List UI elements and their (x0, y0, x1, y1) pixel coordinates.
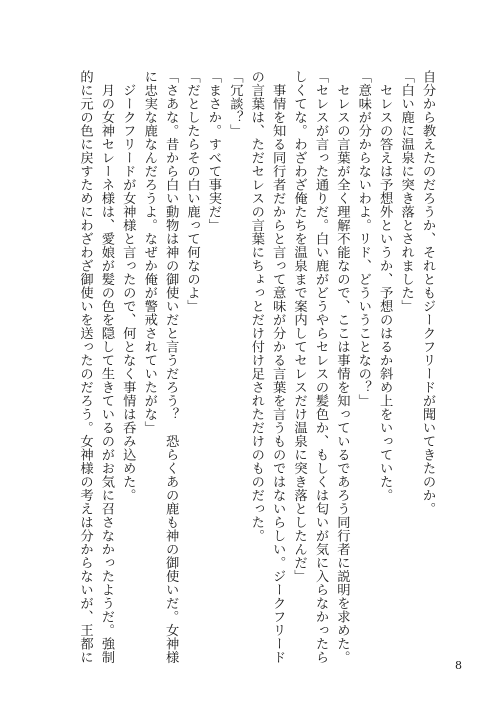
text-line: セレスの答えは予想外というか、予想のはるか斜め上をいっていた。 (377, 70, 393, 502)
text-line: 「冗談？」 (227, 70, 243, 138)
text-line: 「だとしたらその白い鹿って何なのよ」 (184, 70, 200, 313)
text-line: に忠実な鹿なんだろうよ。なぜか俺が警戒されていたがな」 (141, 70, 157, 435)
text-line: 「まさか。すべて事実だ」 (205, 70, 221, 232)
vertical-text-body (74, 70, 438, 664)
text-line: セレスの言葉が全く理解不能なので、ここは事情を知っているであろう同行者に説明を求めた。 (334, 70, 350, 664)
text-line: 「セレスが言った通りだ。白い鹿がどうやらセレスの髪色か、もしくは匂いが気に入らなかったら (312, 70, 328, 664)
text-line: の言葉は、ただセレスの言葉にちょっとだけ付け足されただけのものだった。 (248, 70, 264, 543)
text-line: 「意味が分からないわよ。リド、どういうことなの？」 (355, 70, 371, 408)
text-line: 自分から教えたのだろうか、それともジークフリードが聞いてきたのか。 (420, 70, 435, 516)
text-line: 「さあな。昔から白い動物は神の御使いだと言うだろう？ 恐らくあの鹿も神の御使いだ。女神様 (163, 70, 179, 664)
text-line: 「白い鹿に温泉に突き落とされました」 (398, 70, 414, 313)
text-line: 的に元の色に戻すためにわざわざ御使いを送ったのだろう。女神様の考えは分からないが、王都に (77, 70, 93, 664)
text-line: 事情を知る同行者だからと言って意味が分かる言葉を言うものではないらしい。ジークフリード (270, 70, 286, 664)
text-line: しくてな。わざわざ俺たちを温泉まで案内してセレスだけ温泉に突き落としたんだ」 (291, 70, 307, 583)
text-line: 月の女神セレーネ様は、愛娘が髪の色を隠して生きているのがお気に召さなかったようだ。強制 (98, 70, 114, 664)
text-line: ジークフリードが女神様と言ったので、何となく事情は呑み込めた。 (120, 70, 136, 502)
page-number: 8 (455, 659, 462, 672)
